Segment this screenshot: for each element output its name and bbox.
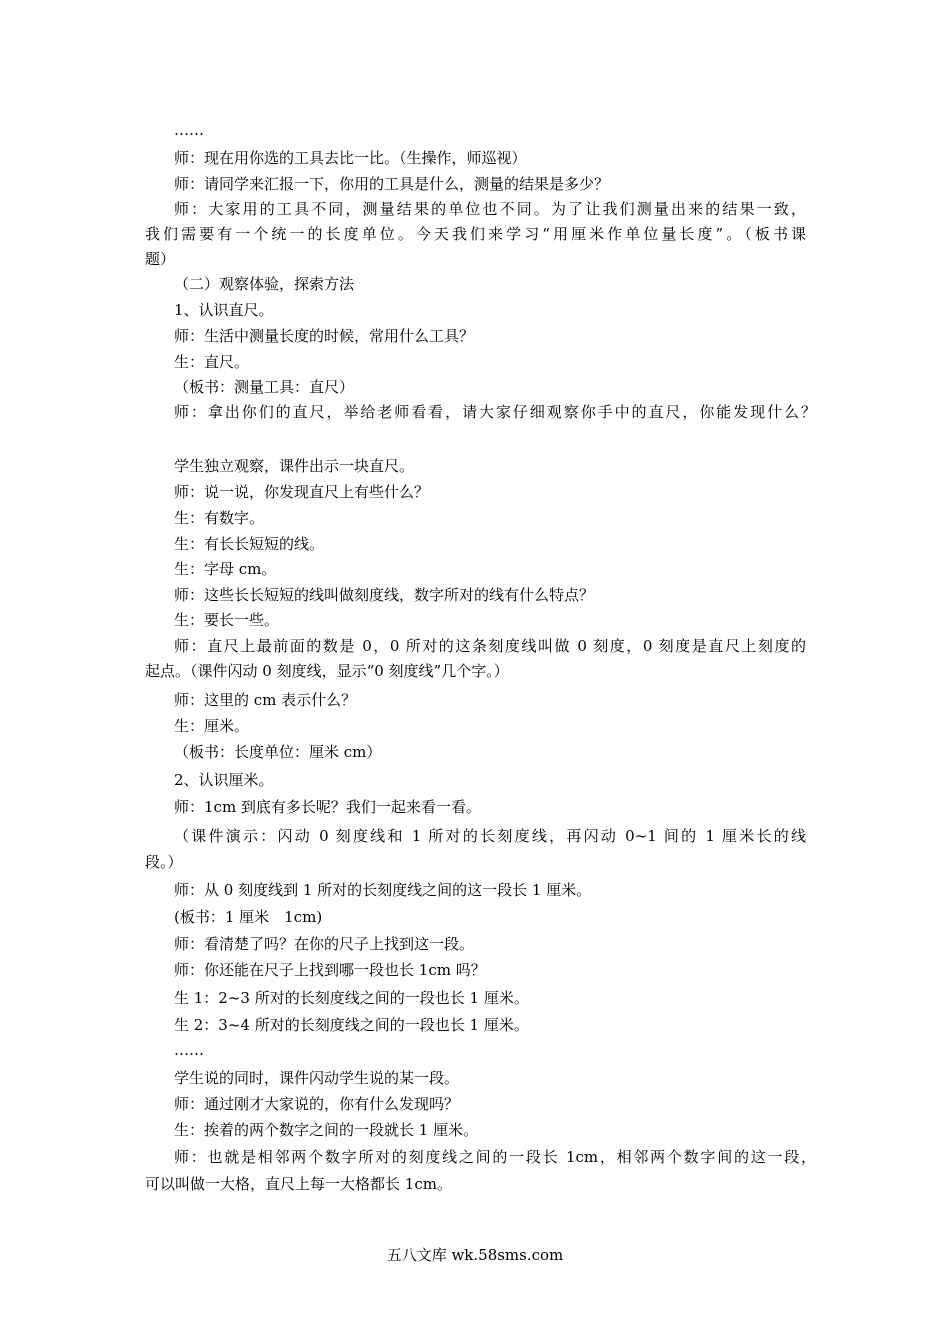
text-line: （板书：测量工具：直尺） [174,378,355,396]
section-heading: （二）观察体验，探索方法 [174,275,355,293]
text-line: 师：拿出你们的直尺，举给老师看看，请大家仔细观察你手中的直尺，你能发现什么？ [174,403,816,421]
subsection-heading: 1、认识直尺。 [174,301,274,319]
text-line: 我们需要有一个统一的长度单位。今天我们来学习“用厘米作单位量长度”。（板书课 [145,225,806,243]
text-line: 师：你还能在尺子上找到哪一段也长 1cm 吗？ [174,961,486,979]
text-line: 师：说一说，你发现直尺上有些什么？ [174,483,430,501]
text-line: 学生说的同时，课件闪动学生说的某一段。 [174,1069,460,1087]
subsection-heading: 2、认识厘米。 [174,771,274,789]
text-line: 师：从 0 刻度线到 1 所对的长刻度线之间的这一段长 1 厘米。 [174,881,592,899]
text-line: 学生独立观察，课件出示一块直尺。 [174,457,415,475]
text-line: 师：请同学来汇报一下，你用的工具是什么，测量的结果是多少？ [174,175,610,193]
text-line: （板书：长度单位：厘米 cm） [174,743,382,761]
text-line: （课件演示：闪动 0 刻度线和 1 所对的长刻度线，再闪动 0~1 间的 1 厘米长的线 [174,827,806,845]
text-line: 可以叫做一大格，直尺上每一大格都长 1cm。 [145,1175,452,1193]
text-line: 生 1：2~3 所对的长刻度线之间的一段也长 1 厘米。 [174,989,529,1007]
text-line: 生：字母 cm。 [174,560,277,578]
text-line: 生：厘米。 [174,717,250,735]
text-line: 生：挨着的两个数字之间的一段就长 1 厘米。 [174,1121,479,1139]
text-line: 师：1cm 到底有多长呢？我们一起来看一看。 [174,798,481,816]
text-line: 师：生活中测量长度的时候，常用什么工具？ [174,327,475,345]
text-line: 师：现在用你选的工具去比一比。（生操作，师巡视） [174,149,527,167]
text-line: 生：有长长短短的线。 [174,535,325,553]
text-line: 师：通过刚才大家说的，你有什么发现吗？ [174,1095,460,1113]
text-line: (板书：1 厘米 1cm) [174,908,323,926]
ellipsis-line: …… [174,1041,204,1059]
text-line: 师：大家用的工具不同，测量结果的单位也不同。为了让我们测量出来的结果一致， [174,200,806,218]
text-line: 师：看清楚了吗？在你的尺子上找到这一段。 [174,935,475,953]
text-line: 师：这些长长短短的线叫做刻度线，数字所对的线有什么特点？ [174,586,595,604]
text-line: 师：这里的 cm 表示什么？ [174,691,357,709]
text-line: 题） [145,250,176,268]
text-line: 生：直尺。 [174,353,250,371]
text-line: 师：也就是相邻两个数字所对的刻度线之间的一段长 1cm，相邻两个数字间的这一段， [174,1148,816,1166]
text-line: 生：有数字。 [174,509,265,527]
text-line: 生：要长一些。 [174,611,280,629]
text-line: 生 2：3~4 所对的长刻度线之间的一段也长 1 厘米。 [174,1016,529,1034]
ellipsis-line: …… [174,121,204,139]
page-footer: 五八文库 wk.58sms.com [386,1246,564,1264]
text-line: 段。） [145,853,183,871]
text-line: 师：直尺上最前面的数是 0，0 所对的这条刻度线叫做 0 刻度，0 刻度是直尺上刻度的 [174,637,806,655]
text-line: 起点。（课件闪动 0 刻度线，显示“0 刻度线”几个字。） [145,662,509,680]
